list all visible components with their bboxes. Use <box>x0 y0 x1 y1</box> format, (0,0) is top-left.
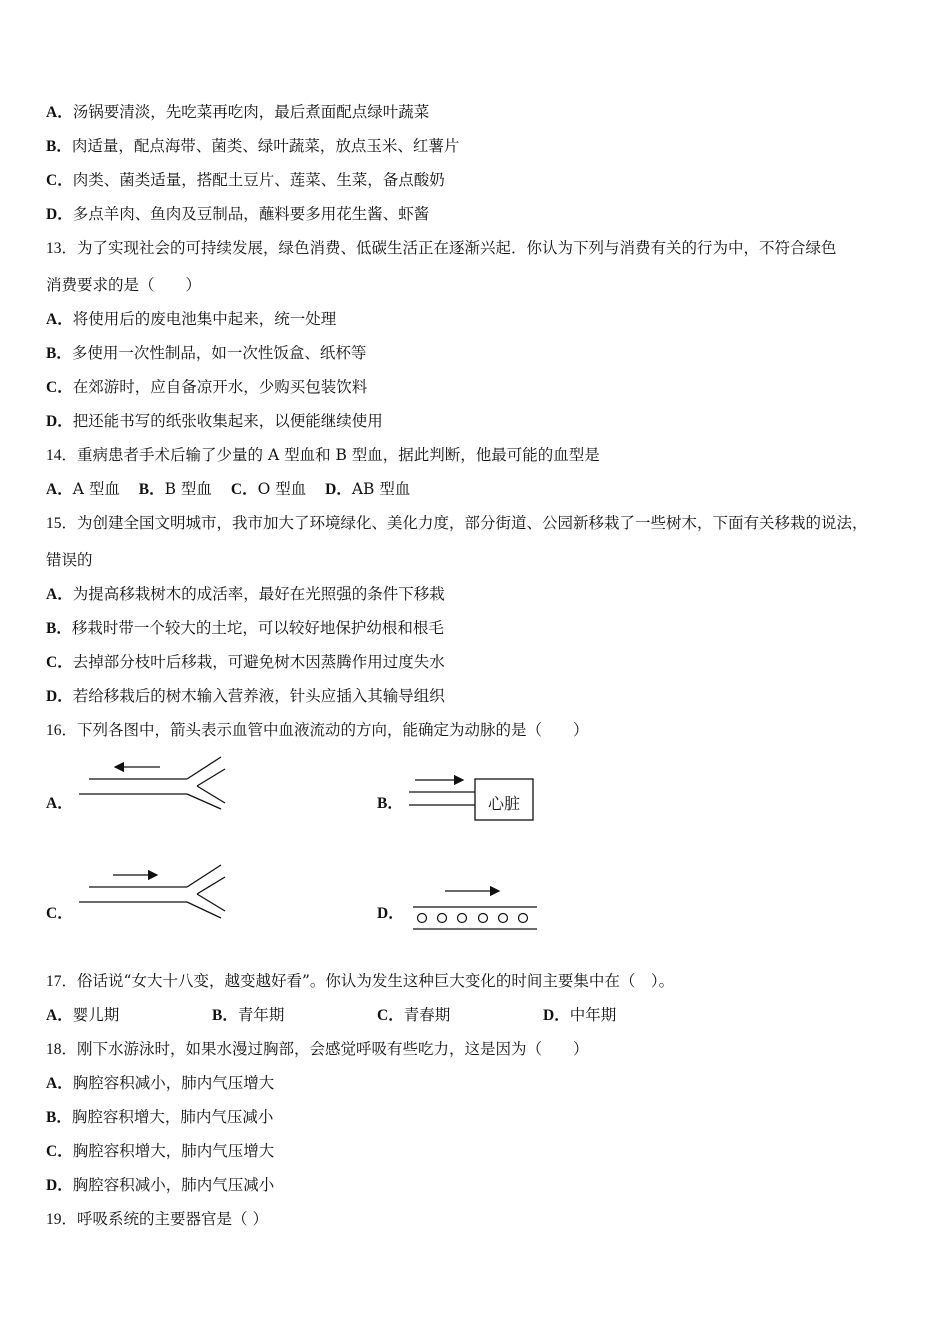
question-stem: 俗话说“女大十八变，越变越好看”。你认为发生这种巨大变化的时间主要集中在（ ）。 <box>77 972 675 990</box>
question-number: 14． <box>46 447 78 464</box>
question-number: 13． <box>46 240 78 257</box>
option-text: AB 型血 <box>351 480 411 498</box>
option-text: 胸腔容积减小，肺内气压增大 <box>72 1074 275 1092</box>
q12-option-a <box>46 102 429 123</box>
q12-option-b <box>46 136 459 157</box>
q15-option-a <box>46 584 445 605</box>
q13-option-c <box>46 377 367 398</box>
option-letter: D． <box>325 481 352 498</box>
option-letter: C． <box>46 379 73 396</box>
question-number: 17． <box>46 973 78 990</box>
option-letter: A． <box>46 311 73 328</box>
option-text: 胸腔容积增大，肺内气压增大 <box>72 1142 275 1160</box>
option-letter: C． <box>46 1143 73 1160</box>
q14-stem <box>46 445 600 466</box>
option-letter: C． <box>46 172 73 189</box>
question-stem: 为了实现社会的可持续发展，绿色消费、低碳生活正在逐渐兴起．你认为下列与消费有关的行为中，不符合绿色 <box>77 239 837 257</box>
option-letter: A． <box>46 104 73 121</box>
option-letter: A． <box>46 481 73 498</box>
option-letter: A． <box>46 586 73 603</box>
option-text: 移栽时带一个较大的土坨，可以较好地保护幼根和根毛 <box>71 619 444 637</box>
q13-stem-line1 <box>46 238 837 259</box>
option-letter: D． <box>46 688 73 705</box>
q15-option-d <box>46 686 445 707</box>
q17-option-a <box>46 1005 119 1026</box>
option-text: 将使用后的废电池集中起来，统一处理 <box>72 310 337 328</box>
q17-option-c <box>377 1005 450 1026</box>
option-letter: D． <box>543 1007 570 1024</box>
question-stem: 重病患者手术后输了少量的 A 型血和 B 型血，据此判断，他最可能的血型是 <box>77 446 600 464</box>
option-text: 把还能书写的纸张收集起来，以便能继续使用 <box>72 412 383 430</box>
q13-option-a <box>46 309 336 330</box>
q15-option-b <box>46 618 444 639</box>
option-letter: A． <box>46 1075 73 1092</box>
q15-stem-line2: 错误的 <box>46 551 93 569</box>
option-letter: C． <box>46 654 73 671</box>
question-number: 16． <box>46 722 78 739</box>
q18-stem <box>46 1039 589 1060</box>
q16-stem <box>46 720 589 741</box>
figure-c-label: C． <box>46 905 73 922</box>
q17-option-d <box>543 1005 616 1026</box>
q14-options <box>46 479 410 500</box>
option-letter: C． <box>377 1007 404 1024</box>
q13-option-b <box>46 343 366 364</box>
q15-option-c <box>46 652 445 673</box>
q15-stem-line1 <box>46 513 868 534</box>
option-letter: B． <box>212 1007 238 1024</box>
heart-box-label: 心脏 <box>487 794 520 813</box>
option-text: 婴儿期 <box>72 1006 120 1024</box>
option-letter: B． <box>46 1109 72 1126</box>
q18-option-c <box>46 1141 274 1162</box>
question-number: 19． <box>46 1211 78 1228</box>
option-text: 多使用一次性制品，如一次性饭盒、纸杯等 <box>71 344 367 362</box>
figure-a-vessel-branching <box>75 755 235 810</box>
option-letter: D． <box>46 413 73 430</box>
figure-d-capillary-with-cells <box>405 882 545 934</box>
q18-option-d <box>46 1175 274 1196</box>
option-text: 多点羊肉、鱼肉及豆制品，蘸料要多用花生酱、虾酱 <box>72 205 430 223</box>
q17-stem <box>46 971 674 992</box>
figure-b-label: B． <box>377 795 403 812</box>
option-letter: B． <box>46 345 72 362</box>
option-letter: B． <box>138 481 165 498</box>
option-letter: D． <box>46 206 73 223</box>
option-text: 青年期 <box>237 1006 285 1024</box>
figure-c-vessel-branching <box>75 864 235 919</box>
q13-stem-line2: 消费要求的是（ ） <box>46 276 202 294</box>
q12-option-c <box>46 170 445 191</box>
option-text: 在郊游时，应自备凉开水，少购买包装饮料 <box>72 378 368 396</box>
question-number: 15． <box>46 515 78 532</box>
question-stem: 为创建全国文明城市，我市加大了环境绿化、美化力度，部分街道、公园新移栽了一些树木，下面有关移栽的说法， <box>77 514 868 532</box>
option-text: 为提高移栽树木的成活率，最好在光照强的条件下移栽 <box>72 585 445 603</box>
option-text: 若给移栽后的树木输入营养液，针头应插入其输导组织 <box>72 687 445 705</box>
option-text: 胸腔容积减小，肺内气压减小 <box>72 1176 275 1194</box>
option-text: 青春期 <box>403 1006 451 1024</box>
option-text: 中年期 <box>569 1006 617 1024</box>
q19-stem <box>46 1209 268 1230</box>
q17-option-b <box>212 1005 284 1026</box>
option-text: 汤锅要清淡，先吃菜再吃肉，最后煮面配点绿叶蔬菜 <box>72 103 430 121</box>
question-stem: 刚下水游泳时，如果水漫过胸部，会感觉呼吸有些吃力，这是因为（ ） <box>77 1040 589 1058</box>
figure-a-label: A． <box>46 795 73 812</box>
option-letter: B． <box>46 620 72 637</box>
q18-option-b <box>46 1107 273 1128</box>
q18-option-a <box>46 1073 274 1094</box>
option-letter: D． <box>46 1177 73 1194</box>
figure-d-label: D． <box>377 905 404 922</box>
option-letter: B． <box>46 138 72 155</box>
option-letter: C． <box>230 481 258 498</box>
question-number: 18． <box>46 1041 78 1058</box>
option-text: B 型血 <box>164 480 212 498</box>
option-text: A 型血 <box>72 480 120 498</box>
option-text: 肉类、菌类适量，搭配土豆片、莲菜、生菜，备点酸奶 <box>72 171 445 189</box>
option-text: 肉适量，配点海带、菌类、绿叶蔬菜，放点玉米、红薯片 <box>71 137 460 155</box>
question-stem: 呼吸系统的主要器官是（ ） <box>77 1210 268 1228</box>
question-stem: 下列各图中，箭头表示血管中血液流动的方向，能确定为动脉的是（ ） <box>77 721 589 739</box>
q12-option-d <box>46 204 429 225</box>
option-letter: A． <box>46 1007 73 1024</box>
q13-option-d <box>46 411 383 432</box>
option-text: O 型血 <box>257 480 307 498</box>
option-text: 胸腔容积增大，肺内气压减小 <box>71 1108 274 1126</box>
option-text: 去掉部分枝叶后移栽，可避免树木因蒸腾作用过度失水 <box>72 653 445 671</box>
